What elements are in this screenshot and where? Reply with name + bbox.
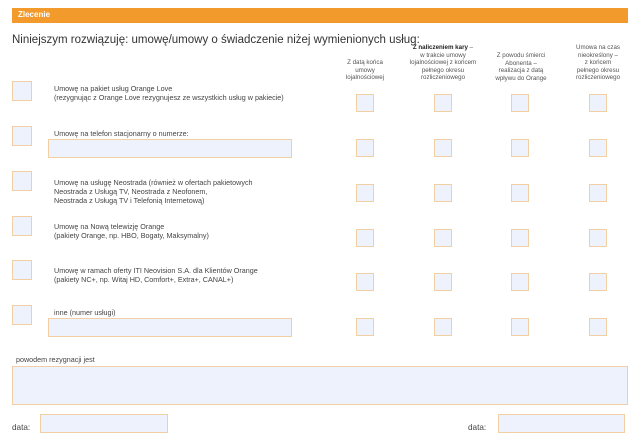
checkbox-neostrada-loyalty-end[interactable] [356, 184, 374, 202]
column-header-line: wpływu do Orange [495, 74, 547, 82]
intro-text: Niniejszym rozwiązuję: umowę/umowy o świadczenie niżej wymienionych usług: [12, 34, 420, 46]
other-service-number-input[interactable] [48, 318, 292, 337]
reason-label: powodem rezygnacji jest [16, 355, 95, 364]
column-header-death [486, 52, 556, 82]
section-title: Zlecenie [18, 10, 51, 19]
column-header-line: pełnego okresu [421, 66, 465, 74]
column-header-line: Umowa na czas [575, 44, 621, 51]
row-label-line: Neostrada z Usługą TV i Telefonią Internetową) [54, 196, 205, 206]
checkbox-neovision-loyalty-end[interactable] [356, 273, 374, 291]
column-header-indefinite [563, 44, 633, 82]
column-header-line: w trakcie umowy [420, 51, 466, 59]
checkbox-tv-orange-with-penalty[interactable] [434, 229, 452, 247]
row-checkbox-neovision[interactable] [12, 260, 32, 280]
row-label-tv-orange [54, 222, 209, 240]
checkbox-neovision-death[interactable] [511, 273, 529, 291]
checkbox-landline-loyalty-end[interactable] [356, 139, 374, 157]
column-header-line: Z powodu śmierci [496, 52, 546, 59]
row-label-neovision [54, 266, 258, 284]
checkbox-tv-orange-indefinite[interactable] [589, 229, 607, 247]
date-label-left: data: [12, 423, 31, 432]
row-label-line: Umowę na pakiet usług Orange Love [54, 84, 173, 93]
column-header-line: pełnego okresu [576, 66, 620, 74]
checkbox-landline-death[interactable] [511, 139, 529, 157]
row-label-orange-love [54, 84, 284, 102]
column-header-line: z końcem [584, 59, 612, 67]
row-label-line: (rezygnując z Orange Love rezygnujesz ze wszystkich usług w pakiecie) [54, 93, 284, 103]
checkbox-other-indefinite[interactable] [589, 318, 607, 336]
date-input-left[interactable] [40, 414, 168, 433]
row-checkbox-orange-love[interactable] [12, 81, 32, 101]
row-label-other: inne (numer usługi) [54, 308, 116, 317]
column-header-line: – [467, 44, 474, 51]
row-label-line: (pakiety Orange, np. HBO, Bogaty, Maksymalny) [54, 231, 209, 241]
checkbox-tv-orange-death[interactable] [511, 229, 529, 247]
column-header-line: lojalnościowej z końcem [409, 59, 477, 67]
row-label-line: (pakiety NC+, np. Witaj HD, Comfort+, Extra+, CANAL+) [54, 275, 234, 285]
row-label-neostrada [54, 178, 253, 206]
checkbox-orange-love-death[interactable] [511, 94, 529, 112]
checkbox-neostrada-death[interactable] [511, 184, 529, 202]
row-label-line: Neostrada z Usługą TV, Neostrada z Neofonem, [54, 187, 208, 197]
checkbox-other-death[interactable] [511, 318, 529, 336]
row-checkbox-other[interactable] [12, 305, 32, 325]
column-header-line: nieokreślony – [578, 51, 618, 59]
column-header-line: realizacja z datą [498, 67, 544, 75]
checkbox-other-with-penalty[interactable] [434, 318, 452, 336]
row-label-line: Umowę na Nową telewizję Orange [54, 222, 165, 231]
checkbox-orange-love-loyalty-end[interactable] [356, 94, 374, 112]
checkbox-neovision-with-penalty[interactable] [434, 273, 452, 291]
checkbox-neostrada-with-penalty[interactable] [434, 184, 452, 202]
row-checkbox-tv-orange[interactable] [12, 216, 32, 236]
checkbox-other-loyalty-end[interactable] [356, 318, 374, 336]
column-header-loyalty-end [330, 59, 400, 82]
row-label-line: Umowę w ramach oferty ITI Neovision S.A. dla Klientów Orange [54, 266, 258, 275]
column-header-line: Z datą końca [347, 59, 383, 66]
date-input-right[interactable] [498, 414, 625, 433]
checkbox-neovision-indefinite[interactable] [589, 273, 607, 291]
reason-textarea[interactable] [12, 366, 628, 405]
row-label-landline: Umowę na telefon stacjonarny o numerze: [54, 129, 189, 138]
checkbox-landline-with-penalty[interactable] [434, 139, 452, 157]
checkbox-orange-love-with-penalty[interactable] [434, 94, 452, 112]
landline-number-input[interactable] [48, 139, 292, 158]
checkbox-orange-love-indefinite[interactable] [589, 94, 607, 112]
row-checkbox-landline[interactable] [12, 126, 32, 146]
column-header-with-penalty [408, 44, 478, 82]
date-label-right: data: [468, 423, 487, 432]
column-header-line: lojalnościowej [345, 74, 385, 82]
checkbox-neostrada-indefinite[interactable] [589, 184, 607, 202]
column-header-line: Abonenta – [505, 59, 537, 67]
section-header [12, 8, 628, 23]
row-checkbox-neostrada[interactable] [12, 171, 32, 191]
row-label-line: Umowę na usługę Neostrada (również w ofertach pakietowych [54, 178, 253, 187]
checkbox-tv-orange-loyalty-end[interactable] [356, 229, 374, 247]
column-header-bold: Z naliczeniem kary [412, 44, 468, 51]
column-header-line: rozliczeniowego [575, 74, 621, 82]
checkbox-landline-indefinite[interactable] [589, 139, 607, 157]
column-header-line: rozliczeniowego [420, 74, 466, 82]
column-header-line: umowy [355, 66, 375, 74]
